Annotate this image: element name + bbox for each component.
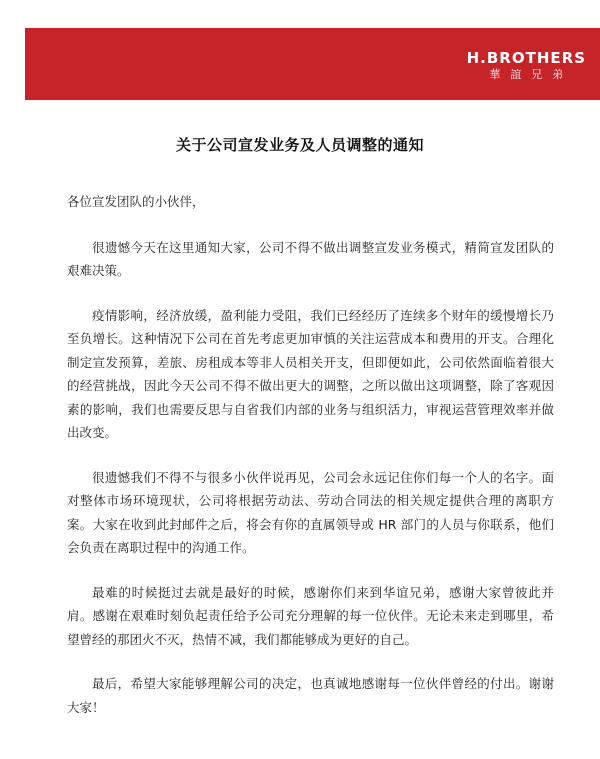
paragraph: 最难的时候挺过去就是最好的时候，感谢你们来到华谊兄弟，感谢大家曾彼此并肩。感谢在艰难时刻负起责任给予公司充分理解的每一位伙伴。无论未来走到哪里，希望曾经的那团火不灭，热情不减，我们都能够成为更好的自己。 [67,584,554,647]
document-title: 关于公司宣发业务及人员调整的通知 [175,136,424,154]
paragraph: 很遗憾今天在这里通知大家，公司不得不做出调整宣发业务模式，精简宣发团队的艰难决策。 [67,239,554,278]
greeting: 各位宣发团队的小伙伴， [67,194,205,209]
paragraph: 最后，希望大家能够理解公司的决定，也真诚地感谢每一位伙伴曾经的付出。谢谢大家！ [67,676,554,715]
brand-logo [467,50,586,82]
paragraph: 很遗憾我们不得不与很多小伙伴说再见，公司会永远记住你们每一个人的名字。面对整体市场环境现状，公司将根据劳动法、劳动合同法的相关规定提供合理的离职方案。大家在收到此封邮件之后，将会有你的直属领导或 HR 部门的人员与你联系，他们会负责在离职过程中的沟通工作。 [67,469,554,555]
document-body [67,190,554,740]
paragraph: 疫情影响，经济放缓，盈利能力受阻，我们已经经历了连续多个财年的缓慢增长乃至负增长。这种情况下公司在首先考虑更加审慎的关注运营成本和费用的开支。合理化制定宣发预算，差旅、房租成本等非人员相关开支，但即便如此，公司依然面临着很大的经营挑战，因此今天公司不得不做出更大的调整，之所以做出这项调整，除了客观因素的影响，我们也需要反思与自省我们内部的业务与组织活力，审视运营管理效率并做出改变。 [67,307,554,440]
brand-name-chinese: 華誼兄弟 [489,68,574,81]
brand-name-english: H.BROTHERS [466,49,586,67]
header-banner [25,28,600,100]
